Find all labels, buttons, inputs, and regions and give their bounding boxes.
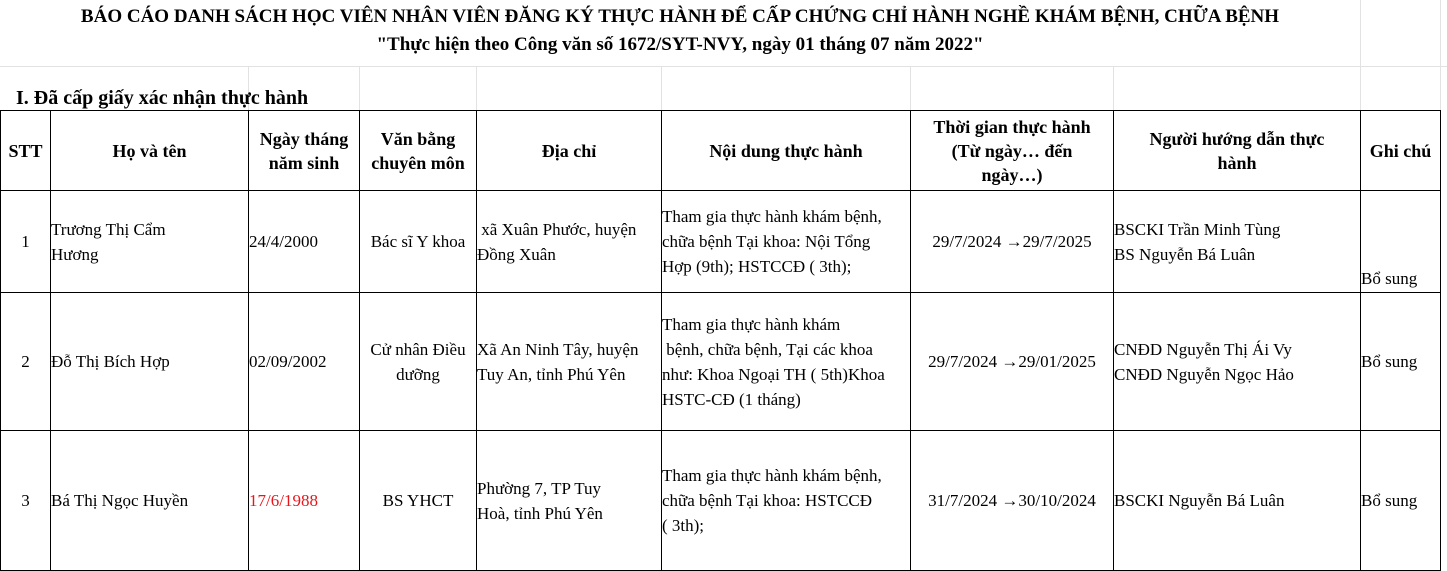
cell-content: Tham gia thực hành khám bệnh, chữa bệnh Tại khoa: HSTCCĐ ( 3th); [662,431,911,571]
cell-stt: 3 [1,431,51,571]
cell-guide: BSCKI Trần Minh Tùng BS Nguyễn Bá Luân [1114,191,1361,293]
sheet-gridline [1360,0,1361,110]
header-time: Thời gian thực hành (Từ ngày… đến ngày…) [911,111,1114,191]
sheet-gridline [0,66,1447,67]
header-degree: Văn bằng chuyên môn [360,111,477,191]
cell-time: 29/7/2024 →29/01/2025 [911,293,1114,431]
header-row [1,111,1441,191]
cell-address: Xã An Ninh Tây, huyện Tuy An, tỉnh Phú Yên [477,293,662,431]
report-title: BÁO CÁO DANH SÁCH HỌC VIÊN NHÂN VIÊN ĐĂNG KÝ THỰC HÀNH ĐỂ CẤP CHỨNG CHỈ HÀNH NGHỀ KHÁM BỆNH, CHỮA BỆNH [80,6,1280,27]
cell-stt: 2 [1,293,51,431]
cell-dob: 17/6/1988 [249,431,360,571]
sheet-gridline [661,66,662,110]
cell-note: Bổ sung [1361,191,1441,293]
cell-stt: 1 [1,191,51,293]
cell-degree: BS YHCT [360,431,477,571]
cell-note: Bổ sung [1361,293,1441,431]
header-stt: STT [1,111,51,191]
cell-name: Bá Thị Ngọc Huyền [51,431,249,571]
report-subtitle: "Thực hiện theo Công văn số 1672/SYT-NVY, ngày 01 tháng 07 năm 2022" [376,34,984,55]
cell-name: Trương Thị Cẩm Hương [51,191,249,293]
cell-guide: CNĐD Nguyễn Thị Ái Vy CNĐD Nguyễn Ngọc Hảo [1114,293,1361,431]
cell-degree: Cử nhân Điều dưỡng [360,293,477,431]
sheet-gridline [359,66,360,110]
table-row [1,191,1441,293]
section-title: I. Đã cấp giấy xác nhận thực hành [16,87,309,109]
table-row [1,293,1441,431]
sheet-gridline [1440,0,1441,110]
cell-time: 31/7/2024 →30/10/2024 [911,431,1114,571]
cell-address: Phường 7, TP Tuy Hoà, tỉnh Phú Yên [477,431,662,571]
cell-degree: Bác sĩ Y khoa [360,191,477,293]
header-content: Nội dung thực hành [662,111,911,191]
cell-guide: BSCKI Nguyễn Bá Luân [1114,431,1361,571]
header-address: Địa chỉ [477,111,662,191]
cell-name: Đỗ Thị Bích Hợp [51,293,249,431]
cell-time: 29/7/2024 →29/7/2025 [911,191,1114,293]
sheet-gridline [1113,66,1114,110]
header-dob: Ngày tháng năm sinh [249,111,360,191]
table-row [1,431,1441,571]
sheet-gridline [476,66,477,110]
header-note: Ghi chú [1361,111,1441,191]
registration-table [0,110,1441,571]
cell-dob: 02/09/2002 [249,293,360,431]
cell-content: Tham gia thực hành khám bệnh, chữa bệnh Tại khoa: Nội Tổng Hợp (9th); HSTCCĐ ( 3th); [662,191,911,293]
cell-note: Bổ sung [1361,431,1441,571]
cell-dob: 24/4/2000 [249,191,360,293]
cell-content: Tham gia thực hành khám bệnh, chữa bệnh, Tại các khoa như: Khoa Ngoại TH ( 5th)Khoa HSTC-CĐ (1 tháng) [662,293,911,431]
sheet-gridline [910,66,911,110]
header-name: Họ và tên [51,111,249,191]
header-guide: Người hướng dẫn thực hành [1114,111,1361,191]
cell-address: xã Xuân Phước, huyện Đồng Xuân [477,191,662,293]
